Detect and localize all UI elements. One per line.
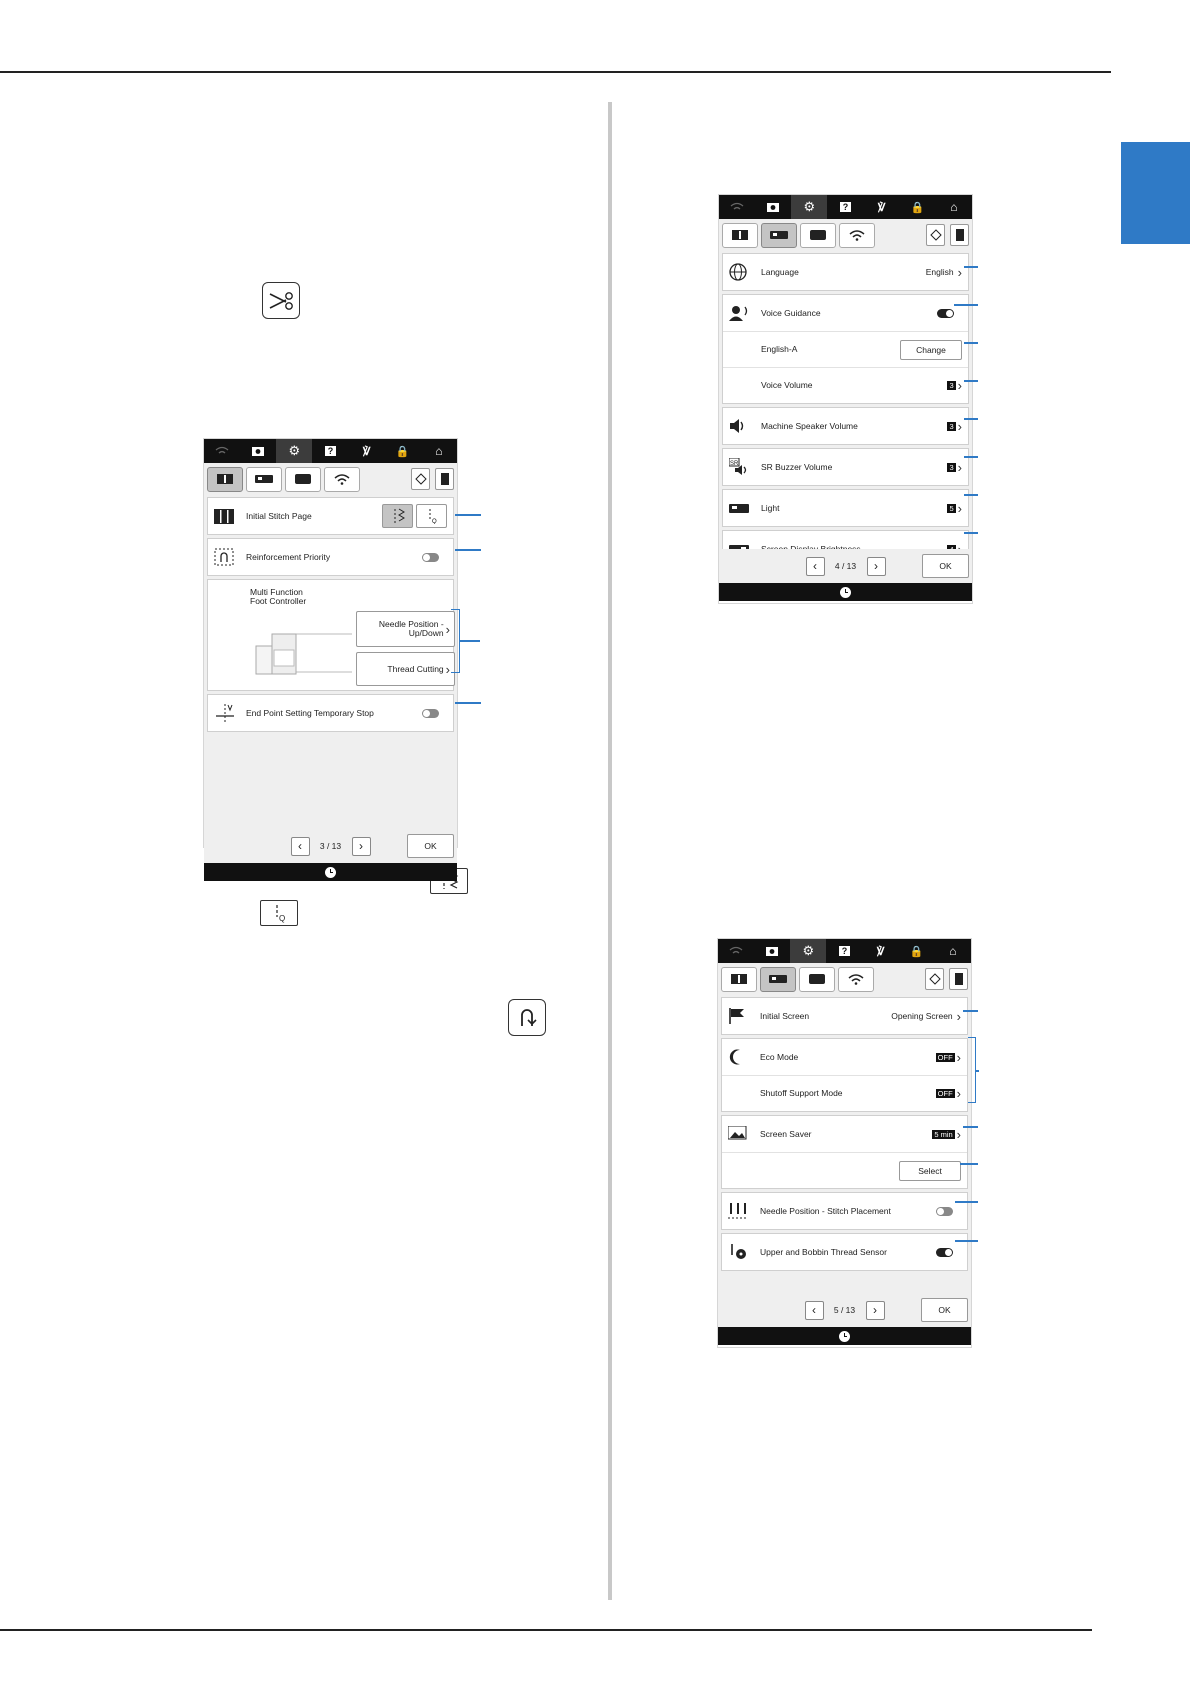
home-icon[interactable]: ⌂ (949, 944, 957, 958)
voice-guidance-row (723, 295, 968, 331)
top-rule (0, 71, 1111, 73)
callout-line (964, 494, 978, 496)
settings-screen-page-4 (718, 194, 973, 604)
settings-tab-row (718, 963, 971, 995)
utility-stitch-option-button[interactable] (382, 504, 413, 528)
thread-cutter-key-icon (262, 282, 300, 319)
callout-line (460, 640, 480, 642)
lock-icon[interactable]: 🔒 (395, 445, 410, 458)
ok-button[interactable]: OK (407, 834, 454, 858)
settings-gear-icon[interactable]: ⚙ (790, 939, 826, 963)
language-label: Language (761, 266, 799, 277)
chevron-right-icon: › (956, 1086, 961, 1101)
light-row[interactable] (723, 490, 968, 526)
shutoff-support-mode-value: OFF (937, 1089, 953, 1098)
presser-foot-lift-icon[interactable]: ℣ (877, 201, 886, 214)
tab-sewing-settings-icon[interactable] (721, 967, 757, 992)
initial-stitch-page-row (208, 498, 453, 534)
light-value: 5 (949, 503, 954, 513)
voice-guidance-label: Voice Guidance (761, 307, 821, 318)
previous-page-button[interactable]: ‹ (291, 837, 310, 856)
screen-saver-value: 5 min (934, 1129, 953, 1139)
eco-mode-row[interactable] (722, 1039, 967, 1075)
machine-speaker-volume-label: Machine Speaker Volume (761, 420, 858, 431)
needle-position-stitch-placement-row (722, 1193, 967, 1229)
sr-buzzer-icon (729, 458, 761, 476)
needle-position-label: Needle Position - Up/Down (378, 619, 444, 638)
sr-buzzer-volume-value: 3 (949, 462, 954, 472)
reinforcement-priority-label: Reinforcement Priority (246, 551, 331, 562)
help-icon[interactable]: ? (826, 939, 862, 963)
globe-icon (729, 263, 761, 281)
previous-page-button[interactable]: ‹ (805, 1301, 824, 1320)
screen-capture-icon[interactable] (435, 468, 454, 490)
foot-controller-group (207, 579, 454, 691)
top-toolbar (719, 195, 972, 219)
chevron-right-icon: › (956, 1008, 961, 1024)
chevron-right-icon: › (957, 264, 962, 280)
machine-light-icon (729, 502, 761, 514)
chevron-right-icon: › (957, 459, 962, 475)
next-page-button[interactable]: › (866, 1301, 885, 1320)
home-icon[interactable]: ⌂ (435, 444, 443, 458)
voice-volume-label: Voice Volume (761, 380, 813, 390)
wireless-status-icon (204, 439, 240, 463)
thread-icon[interactable] (925, 968, 944, 990)
camera-icon[interactable] (754, 939, 790, 963)
needle-position-stitch-placement-label: Needle Position - Stitch Placement (760, 1205, 891, 1216)
voice-volume-row[interactable] (723, 367, 968, 403)
callout-line (455, 702, 481, 704)
svg-text:Q: Q (279, 914, 286, 923)
voice-guidance-icon (729, 304, 761, 322)
settings-gear-icon[interactable]: ⚙ (791, 195, 827, 219)
screen-saver-select-row (722, 1152, 967, 1188)
tab-wireless-icon[interactable] (839, 223, 875, 248)
callout-line (976, 1070, 979, 1072)
chevron-right-icon: › (445, 621, 450, 637)
callout-line (954, 304, 978, 306)
wireless-status-icon (718, 939, 754, 963)
tab-embroidery-settings-icon[interactable] (800, 223, 836, 248)
clock-icon (325, 867, 336, 878)
callout-line (964, 532, 978, 534)
camera-icon[interactable] (240, 439, 276, 463)
settings-list (719, 251, 972, 549)
ok-button[interactable]: OK (921, 1298, 968, 1322)
reinforcement-key-icon (508, 999, 546, 1036)
voice-type-row (723, 331, 968, 367)
settings-tab-row (204, 463, 457, 495)
thread-cutting-button[interactable] (356, 652, 455, 686)
pagination (204, 829, 457, 863)
bottom-bar (204, 863, 457, 881)
quilting-stitch-option-button[interactable] (416, 504, 447, 528)
callout-line (964, 418, 978, 420)
camera-icon[interactable] (755, 195, 791, 219)
initial-screen-label: Initial Screen (760, 1010, 810, 1021)
help-icon[interactable]: ? (312, 439, 348, 463)
end-point-icon (214, 703, 246, 723)
needle-position-icon (728, 1202, 760, 1220)
callout-line (963, 1010, 978, 1012)
screen-saver-label: Screen Saver (760, 1128, 812, 1139)
tab-machine-settings-icon[interactable] (246, 467, 282, 492)
column-divider (608, 102, 612, 1600)
help-icon[interactable]: ? (827, 195, 863, 219)
home-icon[interactable]: ⌂ (950, 200, 958, 214)
settings-screen-page-5 (717, 938, 972, 1348)
screen-capture-icon[interactable] (950, 224, 969, 246)
sr-buzzer-volume-row[interactable] (723, 449, 968, 485)
speaker-icon (729, 418, 761, 434)
sr-buzzer-volume-label: SR Buzzer Volume (761, 461, 833, 472)
tab-embroidery-settings-icon[interactable] (285, 467, 321, 492)
chevron-right-icon: › (957, 500, 962, 516)
tab-machine-settings-icon[interactable] (760, 967, 796, 992)
callout-bracket (451, 609, 460, 673)
chevron-right-icon: › (957, 378, 962, 393)
foot-controller-illustration (254, 626, 354, 682)
eco-mode-label: Eco Mode (760, 1051, 799, 1062)
bottom-bar (719, 583, 972, 601)
callout-line (960, 1163, 978, 1165)
next-page-button[interactable]: › (352, 837, 371, 856)
voice-guidance-toggle[interactable] (937, 309, 954, 318)
upper-bobbin-thread-sensor-label: Upper and Bobbin Thread Sensor (760, 1246, 887, 1257)
eco-mode-value: OFF (937, 1052, 953, 1062)
settings-list (718, 995, 971, 1293)
change-voice-button[interactable]: Change (900, 340, 962, 360)
callout-line (964, 266, 978, 268)
settings-gear-icon[interactable]: ⚙ (276, 439, 312, 463)
initial-stitch-page-label: Initial Stitch Page (246, 510, 312, 521)
quilting-stitch-icon (260, 900, 298, 926)
callout-line (455, 549, 481, 551)
callout-line (964, 380, 978, 382)
pagination (718, 1293, 971, 1327)
chevron-right-icon: › (957, 418, 962, 434)
end-point-setting-toggle[interactable] (422, 709, 439, 718)
upper-bobbin-thread-sensor-row (722, 1234, 967, 1270)
screen-saver-icon (728, 1126, 760, 1142)
clock-icon (840, 587, 851, 598)
screen-saver-row[interactable] (722, 1116, 967, 1152)
top-toolbar (204, 439, 457, 463)
ok-button[interactable]: OK (922, 554, 969, 578)
reinforcement-icon (214, 548, 246, 566)
thread-cutting-label: Thread Cutting (387, 664, 444, 674)
top-toolbar (718, 939, 971, 963)
voice-volume-value: 3 (949, 381, 954, 390)
shutoff-support-mode-label: Shutoff Support Mode (760, 1088, 843, 1098)
wireless-status-icon (719, 195, 755, 219)
tab-wireless-icon[interactable] (838, 967, 874, 992)
svg-text:Q: Q (431, 519, 437, 524)
settings-screen-page-3 (203, 438, 458, 853)
pagination (719, 549, 972, 583)
settings-tab-row (719, 219, 972, 251)
stitch-page-icon (214, 507, 246, 525)
tab-wireless-icon[interactable] (324, 467, 360, 492)
lock-icon[interactable]: 🔒 (910, 201, 925, 214)
tab-embroidery-settings-icon[interactable] (799, 967, 835, 992)
thread-icon[interactable] (411, 468, 430, 490)
tab-sewing-settings-icon[interactable] (207, 467, 243, 492)
page-number: 3 / 13 (319, 841, 342, 851)
thread-icon[interactable] (926, 224, 945, 246)
needle-position-button[interactable] (356, 611, 455, 647)
page-number: 5 / 13 (833, 1305, 856, 1315)
language-row[interactable] (723, 254, 968, 290)
tab-sewing-settings-icon[interactable] (722, 223, 758, 248)
bottom-bar (718, 1327, 971, 1345)
previous-page-button[interactable]: ‹ (806, 557, 825, 576)
screen-capture-icon[interactable] (949, 968, 968, 990)
lock-icon[interactable]: 🔒 (909, 945, 924, 958)
callout-line (964, 456, 978, 458)
moon-icon (728, 1048, 760, 1066)
multi-function-foot-controller-label: Multi Function Foot Controller (250, 587, 307, 606)
upper-bobbin-thread-sensor-toggle[interactable] (936, 1248, 953, 1257)
chevron-right-icon: › (956, 1126, 961, 1142)
light-label: Light (761, 502, 780, 513)
initial-screen-row[interactable] (722, 998, 967, 1034)
chevron-right-icon: › (445, 661, 450, 677)
bottom-rule (0, 1629, 1092, 1631)
presser-foot-lift-icon[interactable]: ℣ (876, 945, 885, 958)
machine-speaker-volume-row[interactable] (723, 408, 968, 444)
clock-icon (839, 1331, 850, 1342)
machine-speaker-volume-value: 3 (949, 421, 954, 431)
reinforcement-priority-row (208, 539, 453, 575)
svg-text:SR: SR (730, 461, 739, 467)
reinforcement-priority-toggle[interactable] (422, 553, 439, 562)
callout-line (455, 514, 481, 516)
chapter-tab (1121, 142, 1190, 244)
end-point-setting-label: End Point Setting Temporary Stop (246, 707, 374, 718)
presser-foot-lift-icon[interactable]: ℣ (362, 445, 371, 458)
language-value: English (925, 267, 954, 277)
end-point-setting-row (208, 695, 453, 731)
callout-line (955, 1240, 978, 1242)
thread-sensor-icon (728, 1243, 760, 1261)
voice-type-label: English-A (761, 344, 798, 354)
callout-line (955, 1201, 978, 1203)
callout-bracket (968, 1037, 976, 1103)
shutoff-support-mode-row[interactable] (722, 1075, 967, 1111)
needle-position-stitch-placement-toggle[interactable] (936, 1207, 953, 1216)
screen-saver-select-button[interactable]: Select (899, 1161, 961, 1181)
flag-icon (728, 1007, 760, 1025)
callout-line (963, 1126, 978, 1128)
page-number: 4 / 13 (834, 561, 857, 571)
tab-machine-settings-icon[interactable] (761, 223, 797, 248)
chevron-right-icon: › (956, 1049, 961, 1065)
next-page-button[interactable]: › (867, 557, 886, 576)
settings-list (204, 495, 457, 829)
initial-screen-value: Opening Screen (891, 1011, 953, 1021)
callout-line (964, 342, 978, 344)
